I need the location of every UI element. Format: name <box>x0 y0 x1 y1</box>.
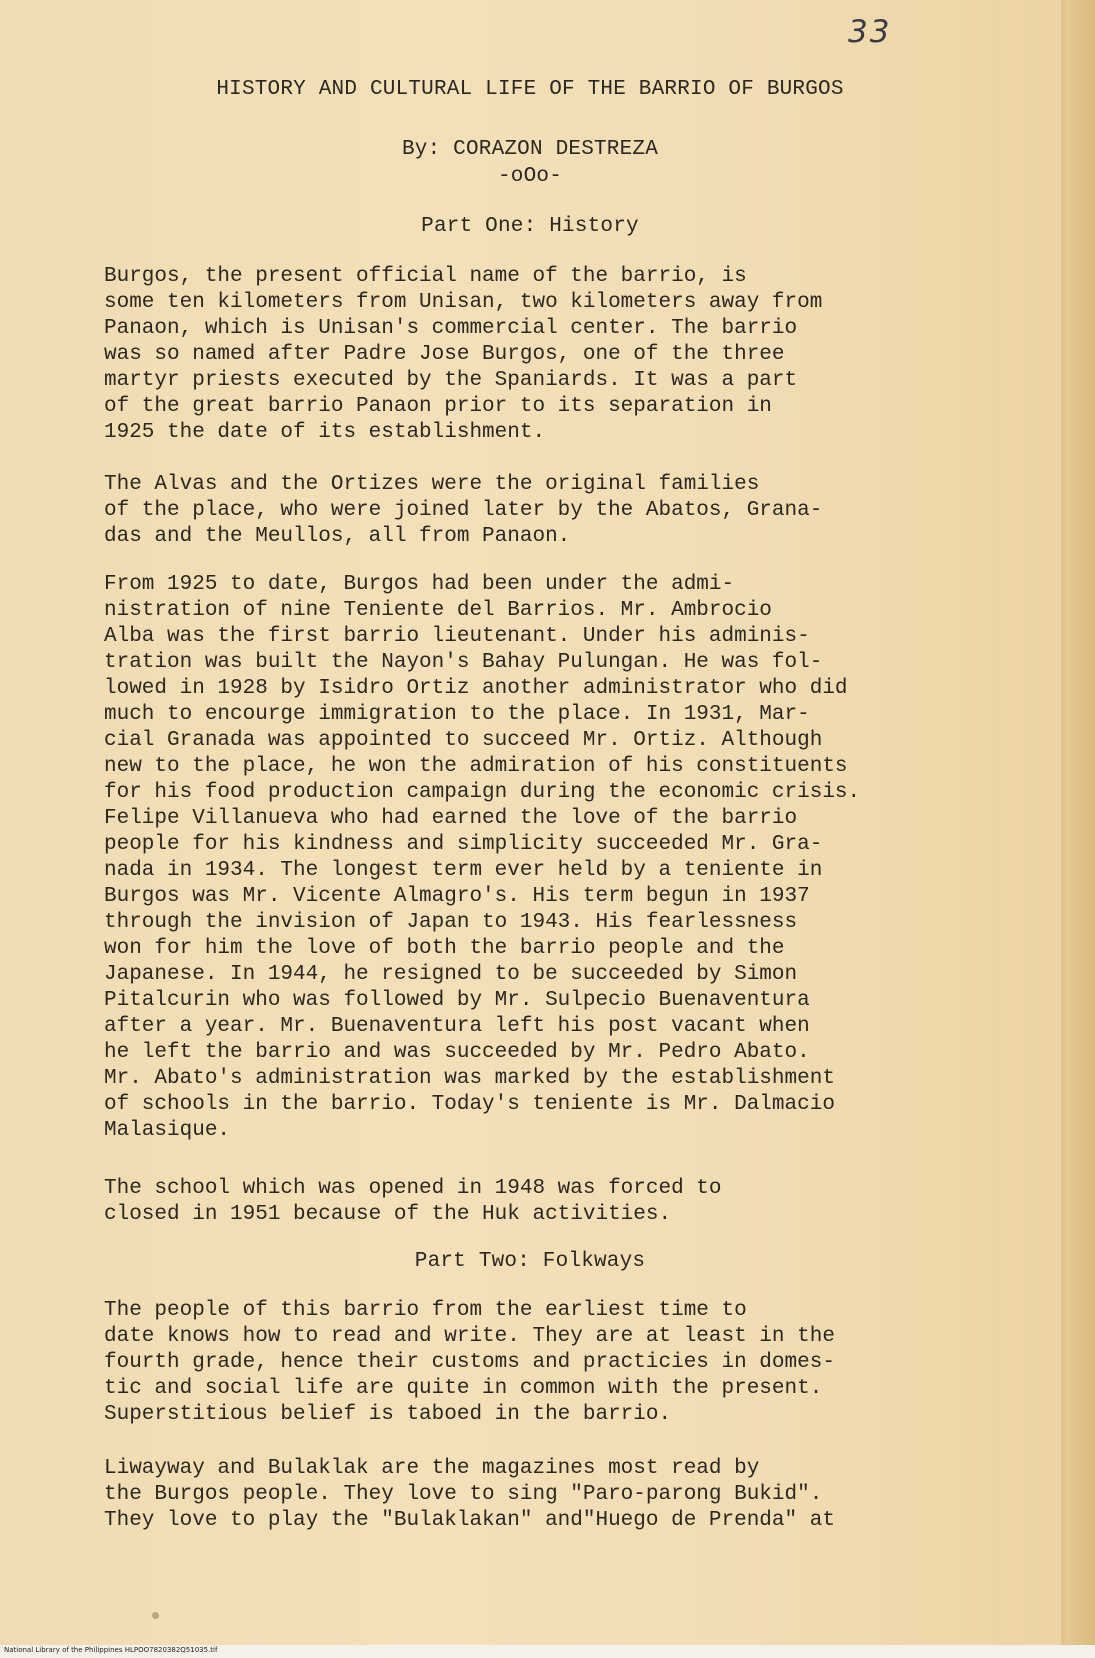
paragraph-magazines: Liwayway and Bulaklak are the magazines most read by the Burgos people. They love to sing "Paro-parong Bukid". They love to play the "Bulaklakan" and"Huego de Prenda" at <box>104 1457 835 1532</box>
part-one-heading: Part One: History <box>421 215 639 238</box>
paragraph-families: The Alvas and the Ortizes were the original families of the place, who were joined later by the Abatos, Grana- das and the Meullos, all from Panaon. <box>104 473 823 548</box>
part-two-heading: Part Two: Folkways <box>414 1250 646 1273</box>
paragraph-school: The school which was opened in 1948 was forced to closed in 1951 because of the Huk activities. <box>104 1177 722 1226</box>
page-edge <box>1065 0 1095 1658</box>
archive-footer: National Library of the Philippines HLPOO7820382Q51035.tif <box>4 1646 218 1654</box>
paragraph-literacy: The people of this barrio from the earliest time to date knows how to read and write. They are at least in the fourth grade, hence their customs and practicies in domes- tic and social life are quite in common with the present. Superstitious belief is taboed in the barrio. <box>104 1299 835 1426</box>
ink-smudge <box>152 1612 159 1619</box>
paragraph-location: Burgos, the present official name of the barrio, is some ten kilometers from Unisan, two kilometers away from Panaon, which is Unisan's commercial center. The barrio was so named after Padre Jose Burgos, one of the three martyr priests executed by the Spaniards. It was a part of the great barrio Panaon prior to its separation in 1925 the date of its establishment. <box>104 265 823 444</box>
document-title: HISTORY AND CULTURAL LIFE OF THE BARRIO OF BURGOS <box>216 78 844 101</box>
page-number: 33 <box>848 14 892 50</box>
title-separator: -oOo- <box>497 165 562 188</box>
author-byline: By: CORAZON DESTREZA <box>401 138 659 161</box>
paragraph-administration: From 1925 to date, Burgos had been under the admi- nistration of nine Teniente del Barrios. Mr. Ambrocio Alba was the first barrio lieutenant. Under his adminis- tration was built the Nayon's Bahay Pulungan. He was fol- lowed in 1928 by Isidro Ortiz another administrator who did much to encourge immigration to the place. In 1931, Mar- cial Granada was appointed to succeed Mr. Ortiz. Although new to the place, he won the admiration of his constituents for his food production campaign during the economic crisis. Felipe Villanueva who had earned the love of the barrio people for his kindness and simplicity succeeded Mr. Gra- nada in 1934. The longest term ever held by a teniente in Burgos was Mr. Vicente Almagro's. His term begun in 1937 through the invision of Japan to 1943. His fearlessness won for him the love of both the barrio people and the Japanese. In 1944, he resigned to be succeeded by Simon Pitalcurin who was followed by Mr. Sulpecio Buenaventura after a year. Mr. Buenaventura left his post vacant when he left the barrio and was succeeded by Mr. Pedro Abato. Mr. Abato's administration was marked by the establishment of schools in the barrio. Today's teniente is Mr. Dalmacio Malasique. <box>104 573 861 1142</box>
